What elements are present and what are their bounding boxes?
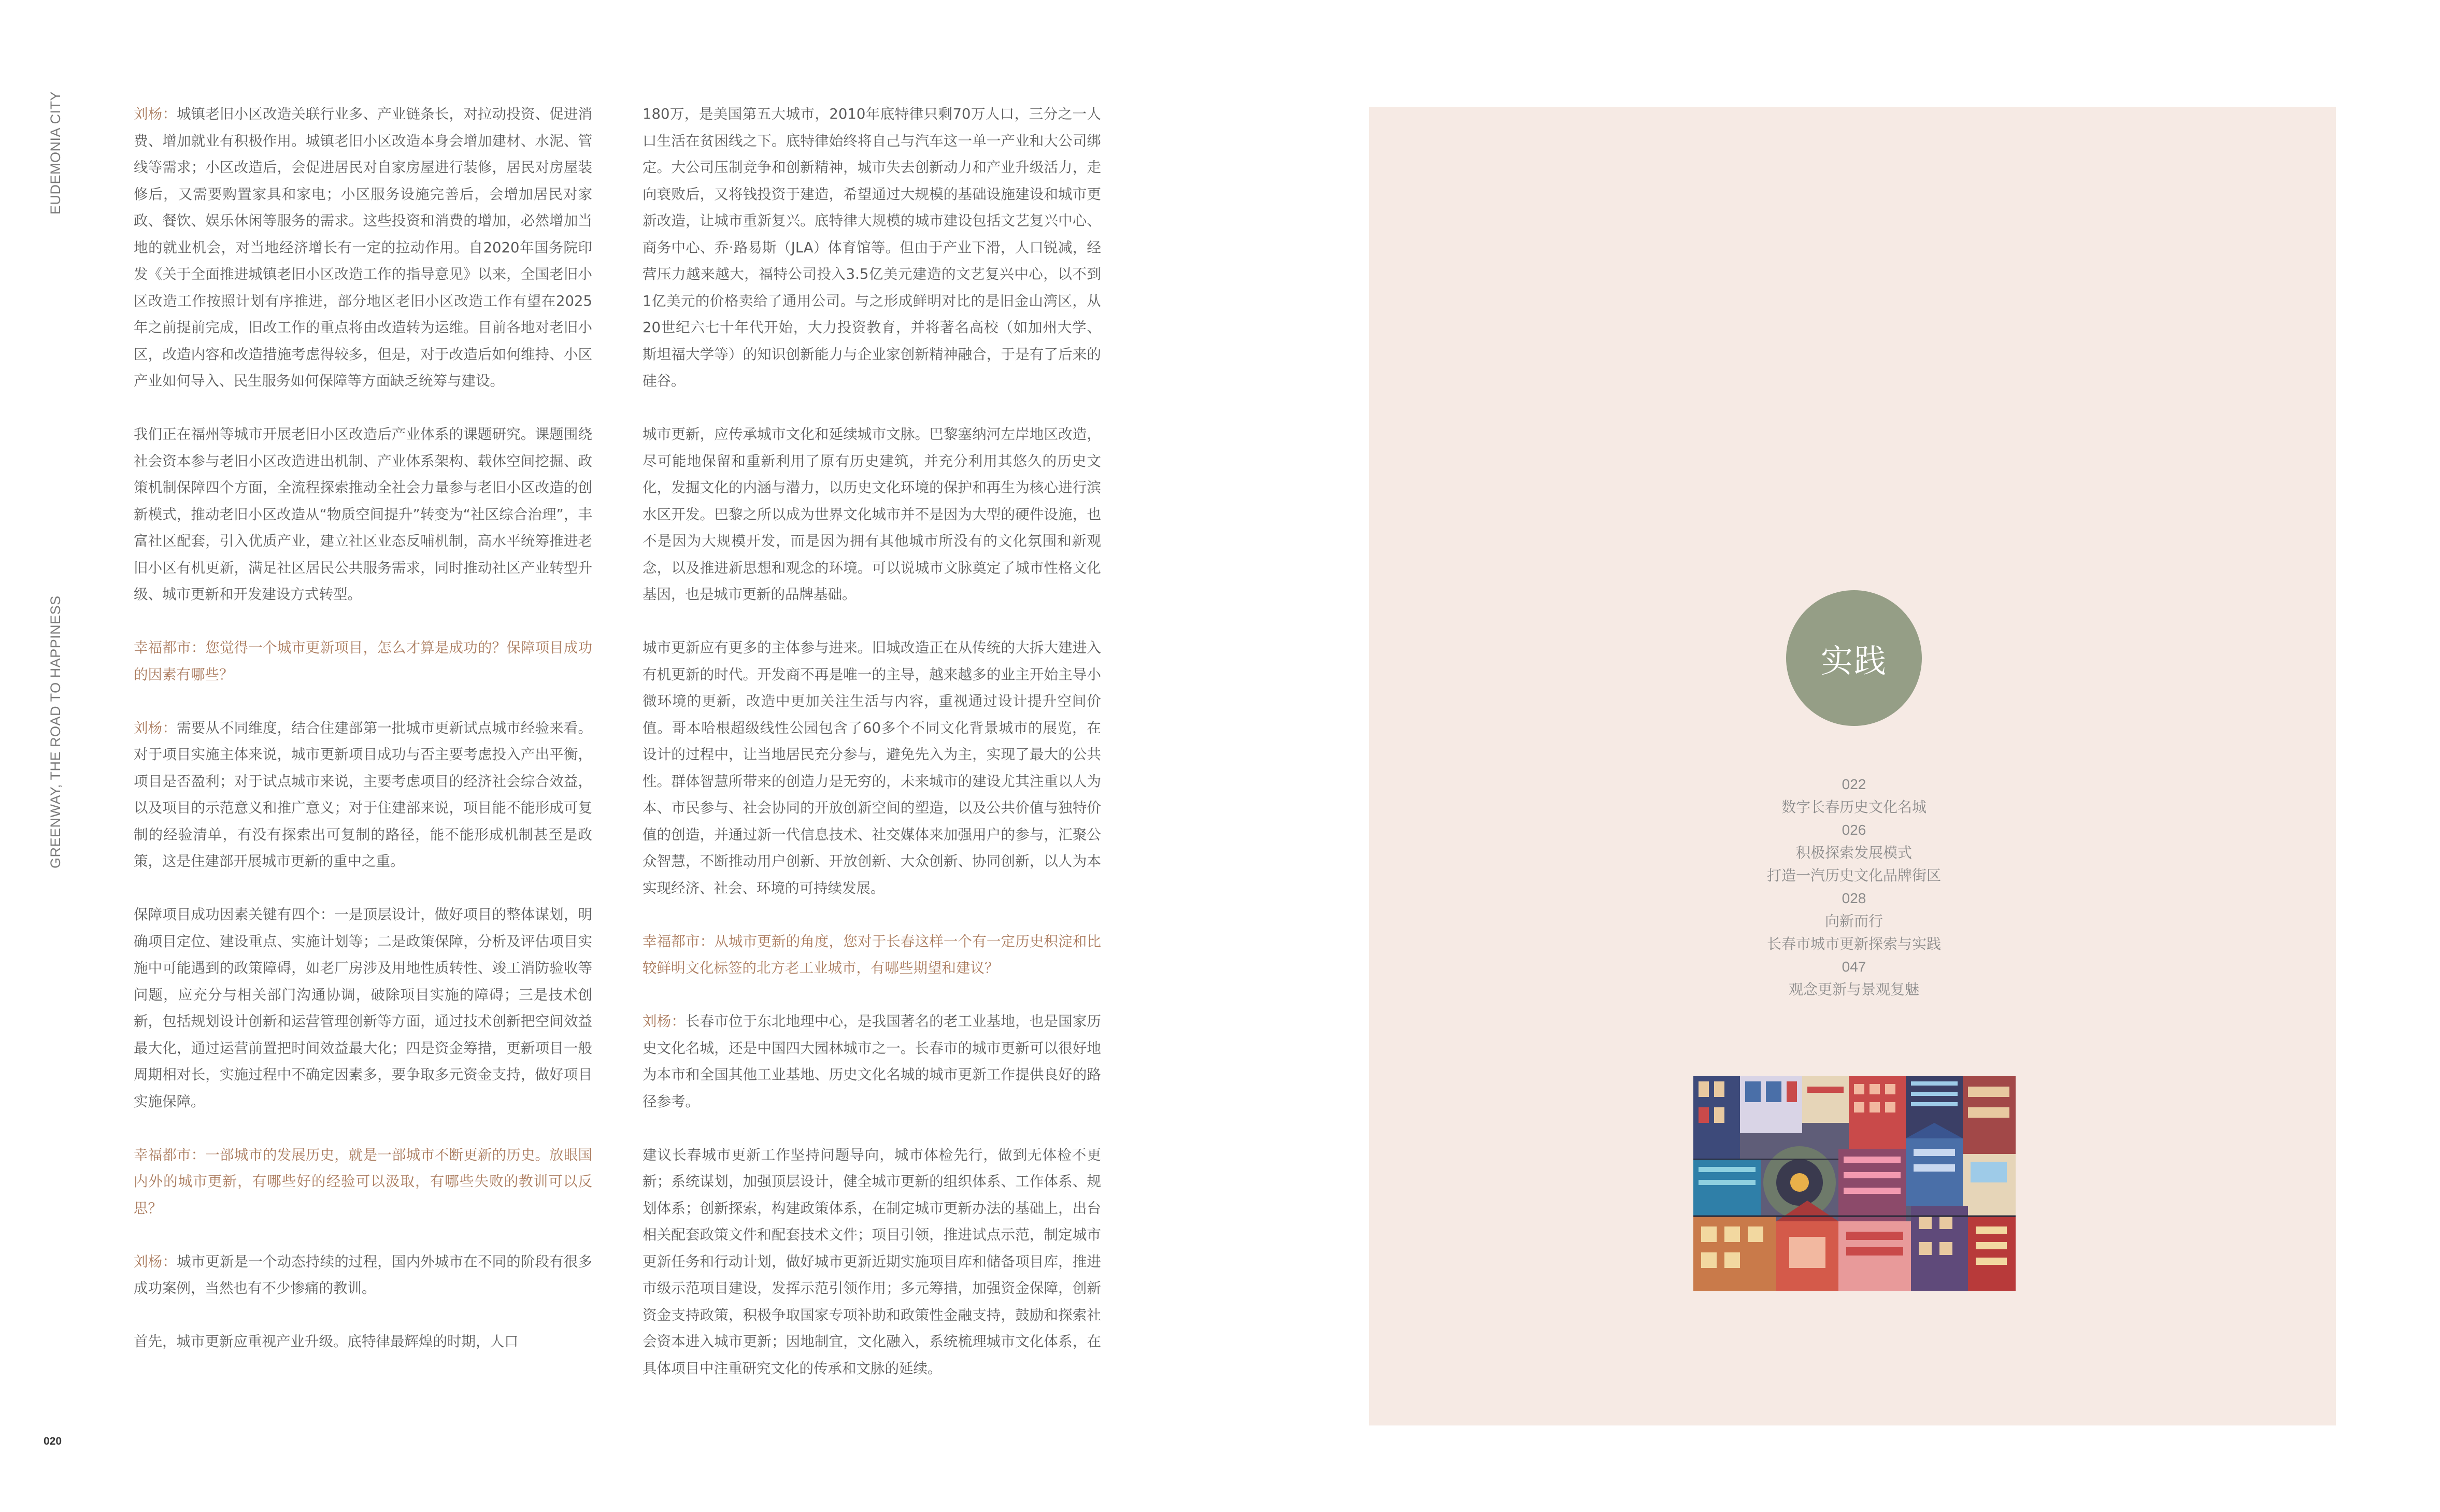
- running-title-bottom: GREENWAY, THE ROAD TO HAPPINESS: [48, 595, 63, 868]
- paragraph: [134, 421, 592, 608]
- paragraph: [643, 101, 1101, 395]
- paragraph-text: 城镇老旧小区改造关联行业多、产业链条长，对拉动投资、促进消费、增加就业有积极作用。城镇老旧小区改造本身会增加建材、水泥、管线等需求；小区改造后，会促进居民对自家房屋进行装修，居民对房屋装修后，又需要购置家具和家电；小区服务设施完善后，会增加居民对家政、餐饮、娱乐休闲等服务的需求。这些投资和消费的增加，必然增加当地的就业机会，对当地经济增长有一定的拉动作用。自2020年国务院印发《关于全面推进城镇老旧小区改造工作的指导意见》以来，全国老旧小区改造工作按照计划有序推进，部分地区老旧小区改造工作有望在2025年之前提前完成，旧改工作的重点将由改造转为运维。目前各地对老旧小区，改造内容和改造措施考虑得较多，但是，对于改造后如何维持、小区产业如何导入、民生服务如何保障等方面缺乏统筹与建设。: [134, 106, 592, 389]
- paragraph: [134, 1329, 592, 1356]
- paragraph: [643, 1008, 1101, 1115]
- paragraph-text: 城市更新，应传承城市文化和延续城市文脉。巴黎塞纳河左岸地区改造，尽可能地保留和重新利用了原有历史建筑，并充分利用其悠久的历史文化，发掘文化的内涵与潜力，以历史文化环境的保护和再生为核心进行滨水区开发。巴黎之所以成为世界文化城市并不是因为大型的硬件设施，也不是因为大规模开发，而是因为拥有其他城市所没有的文化氛围和新观念，以及推进新思想和观念的环境。可以说城市文脉奠定了城市性格文化基因，也是城市更新的品牌基础。: [643, 426, 1101, 603]
- speaker-label: 刘杨：: [134, 106, 177, 122]
- paragraph: [134, 101, 592, 395]
- toc-title: 长春市城市更新探索与实践: [1766, 935, 1941, 952]
- paragraph: [134, 902, 592, 1115]
- running-title-top: EUDEMONIA CITY: [48, 91, 63, 215]
- paragraph-text: 保障项目成功因素关键有四个：一是顶层设计，做好项目的整体谋划，明确项目定位、建设重点、实施计划等；二是政策保障，分析及评估项目实施中可能遇到的政策障碍，如老厂房涉及用地性质转性、竣工消防验收等问题，应充分与相关部门沟通协调，破除项目实施的障碍；三是技术创新，包括规划设计创新和运营管理创新等方面，通过技术创新把空间效益最大化，通过运营前置把时间效益最大化；四是资金筹措，更新项目一般周期相对长，实施过程中不确定因素多，要争取多元资金支持，做好项目实施保障。: [134, 906, 592, 1110]
- toc-page-number: 022: [1842, 776, 1866, 792]
- interview-question: 幸福都市：从城市更新的角度，您对于长春这样一个有一定历史积淀和比较鲜明文化标签的北方老工业城市，有哪些期望和建议？: [643, 933, 1101, 976]
- toc-title: 数字长春历史文化名城: [1781, 798, 1927, 816]
- toc-title: 打造一汽历史文化品牌街区: [1766, 867, 1941, 884]
- paragraph: [643, 421, 1101, 608]
- table-of-contents: [1700, 773, 2008, 1001]
- toc-page-number: 026: [1842, 822, 1866, 838]
- text-column-middle: [643, 101, 1101, 1382]
- page-number: 020: [44, 1435, 62, 1447]
- paragraph: [643, 1142, 1101, 1382]
- paragraph-text: 180万，是美国第五大城市，2010年底特律只剩70万人口，三分之一人口生活在贫困线之下。底特律始终将自己与汽车这一单一产业和大公司绑定。大公司压制竞争和创新精神，城市失去创新动力和产业升级活力，走向衰败后，又将钱投资于建造，希望通过大规模的基础设施建设和城市更新改造，让城市重新复兴。底特律大规模的城市建设包括文艺复兴中心、商务中心、乔·路易斯（JLA）体育馆等。但由于产业下滑，人口锐减，经营压力越来越大，福特公司投入3.5亿美元建造的文艺复兴中心，以不到1亿美元的价格卖给了通用公司。与之形成鲜明对比的是旧金山湾区，从20世纪六七十年代开始，大力投资教育，并将著名高校（如加州大学、斯坦福大学等）的知识创新能力与企业家创新精神融合，于是有了后来的硅谷。: [643, 106, 1101, 389]
- paragraph: [134, 1249, 592, 1302]
- section-badge: [1786, 590, 1922, 726]
- speaker-label: 刘杨：: [643, 1013, 686, 1030]
- toc-page-number: 028: [1842, 890, 1866, 906]
- city-collage-illustration: [1693, 1076, 2016, 1291]
- paragraph-text: 需要从不同维度，结合住建部第一批城市更新试点城市经验来看。对于项目实施主体来说，城市更新项目成功与否主要考虑投入产出平衡，项目是否盈利；对于试点城市来说，主要考虑项目的经济社会综合效益，以及项目的示范意义和推广意义；对于住建部来说，项目能不能形成可复制的经验清单，有没有探索出可复制的路径，能不能形成机制甚至是政策，这是住建部开展城市更新的重中之重。: [134, 719, 592, 869]
- paragraph-text: 城市更新是一个动态持续的过程，国内外城市在不同的阶段有很多成功案例，当然也有不少惨痛的教训。: [134, 1253, 592, 1296]
- paragraph-text: 城市更新应有更多的主体参与进来。旧城改造正在从传统的大拆大建进入有机更新的时代。开发商不再是唯一的主导，越来越多的业主开始主导小微环境的更新，改造中更加关注生活与内容，重视通过设计提升空间价值。哥本哈根超级线性公园包含了60多个不同文化背景城市的展览，在设计的过程中，让当地居民充分参与，避免先入为主，实现了最大的公共性。群体智慧所带来的创造力是无穷的，未来城市的建设尤其注重以人为本、市民参与、社会协同的开放创新空间的塑造，以及公共价值与独特价值的创造，并通过新一代信息技术、社交媒体来加强用户的参与，汇聚公众智慧，不断推动用户创新、开放创新、大众创新、协同创新，以人为本实现经济、社会、环境的可持续发展。: [643, 639, 1101, 896]
- toc-title: 观念更新与景观复魅: [1788, 981, 1919, 998]
- toc-page-number: 047: [1842, 959, 1866, 975]
- speaker-label: 刘杨：: [134, 719, 177, 736]
- text-column-left: [134, 101, 592, 1356]
- speaker-label: 刘杨：: [134, 1253, 177, 1270]
- paragraph-text: 首先，城市更新应重视产业升级。底特律最辉煌的时期，人口: [134, 1333, 519, 1350]
- paragraph: [134, 715, 592, 875]
- toc-title: 向新而行: [1824, 912, 1883, 930]
- paragraph-text: 长春市位于东北地理中心，是我国著名的老工业基地，也是国家历史文化名城，还是中国四大园林城市之一。长春市的城市更新可以很好地为本市和全国其他工业基地、历史文化名城的城市更新工作提供良好的路径参考。: [643, 1013, 1101, 1110]
- section-badge-label: 实践: [1820, 641, 1887, 680]
- interview-question: 幸福都市：一部城市的发展历史，就是一部城市不断更新的历史。放眼国内外的城市更新，有哪些好的经验可以汲取，有哪些失败的教训可以反思？: [134, 1146, 592, 1217]
- paragraph-text: 建议长春城市更新工作坚持问题导向，城市体检先行，做到无体检不更新；系统谋划，加强顶层设计，健全城市更新的组织体系、工作体系、规划体系；创新探索，构建政策体系，在制定城市更新办法的基础上，出台相关配套政策文件和配套技术文件；项目引领，推进试点示范，制定城市更新任务和行动计划，做好城市更新近期实施项目库和储备项目库，推进市级示范项目建设，发挥示范引领作用；多元筹措，加强资金保障，创新资金支持政策，积极争取国家专项补助和政策性金融支持，鼓励和探索社会资本进入城市更新；因地制宜，文化融入，系统梳理城市文化体系，在具体项目中注重研究文化的传承和文脉的延续。: [643, 1146, 1101, 1377]
- interview-question: 幸福都市：您觉得一个城市更新项目，怎么才算是成功的？保障项目成功的因素有哪些？: [134, 639, 592, 683]
- paragraph: [643, 635, 1101, 902]
- paragraph-text: 我们正在福州等城市开展老旧小区改造后产业体系的课题研究。课题围绕社会资本参与老旧小区改造进出机制、产业体系架构、载体空间挖掘、政策机制保障四个方面，全流程探索推动全社会力量参与老旧小区改造的创新模式，推动老旧小区改造从“物质空间提升”转变为“社区综合治理”，丰富社区配套，引入优质产业，建立社区业态反哺机制，高水平统筹推进老旧小区有机更新，满足社区居民公共服务需求，同时推动社区产业转型升级、城市更新和开发建设方式转型。: [134, 426, 592, 603]
- toc-title: 积极探索发展模式: [1795, 844, 1912, 861]
